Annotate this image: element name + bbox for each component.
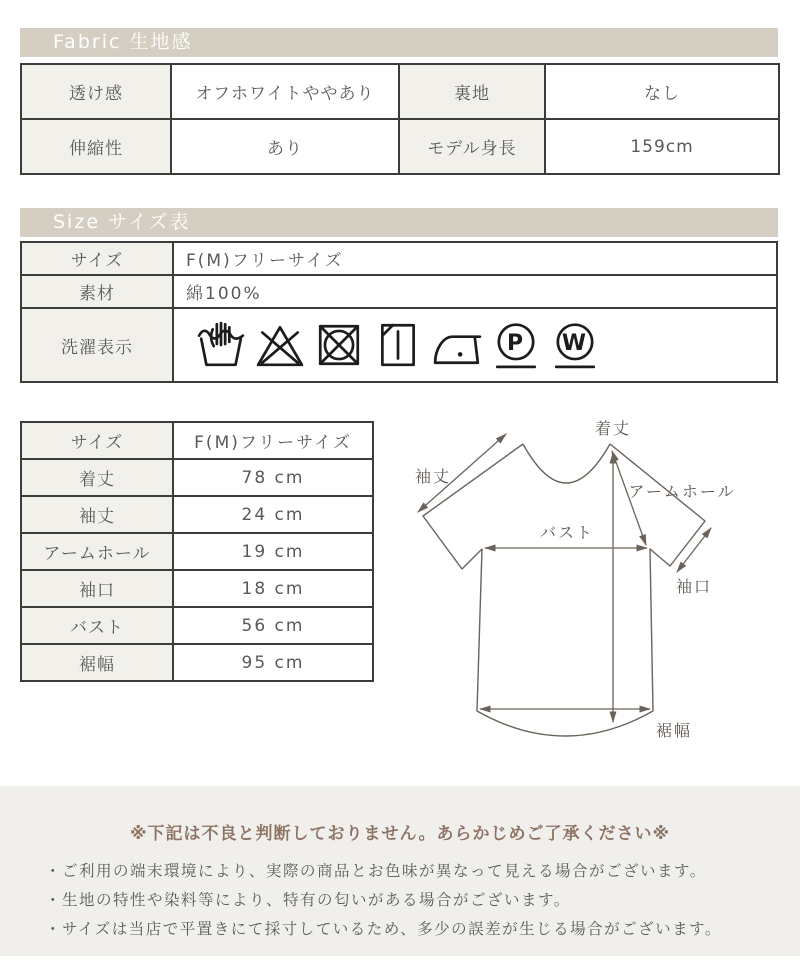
notice-item: ・生地の特性や染料等により、特有の匂いがある場合がございます。 [45, 891, 571, 909]
table-row [21, 533, 373, 570]
measure-label: 袖口 [21, 570, 173, 607]
diagram-label-cuff: 袖口 [675, 577, 713, 596]
notice-box [0, 786, 800, 956]
spec-value: 綿100% [173, 275, 777, 308]
spec-value: オフホワイトややあり [171, 64, 399, 119]
line-dry-in-shade-icon [373, 320, 423, 370]
spec-value: F(M)フリーサイズ [173, 242, 777, 275]
spec-label: 洗濯表示 [21, 308, 173, 382]
measure-label: 袖丈 [21, 496, 173, 533]
notice-item: ・サイズは当店で平置きにて採寸しているため、多少の誤差が生じる場合がございます。 [45, 920, 722, 938]
measure-value: 18 cm [173, 570, 373, 607]
spec-label: 透け感 [21, 64, 171, 119]
notice-item: ・ご利用の端末環境により、実際の商品とお色味が異なって見える場合がございます。 [45, 862, 707, 880]
table-row [21, 242, 777, 275]
measure-value: 78 cm [173, 459, 373, 496]
diagram-label-bust: バスト [539, 523, 595, 542]
notice-title: ※下記は不良と判断しておりません。あらかじめご了承ください※ [129, 824, 671, 844]
table-row [21, 119, 779, 174]
table-row [21, 644, 373, 681]
measure-label: 裾幅 [21, 644, 173, 681]
measurements-section [20, 421, 778, 766]
content-area [0, 28, 800, 766]
diagram-label-length: 着丈 [594, 419, 632, 438]
diagram-label-armhole: アームホール [628, 482, 736, 501]
spec-label: 素材 [21, 275, 173, 308]
diagram-label-sleeve-length: 袖丈 [414, 467, 452, 486]
do-not-bleach-icon [255, 320, 305, 370]
wet-clean-w-icon [550, 320, 600, 370]
measure-value: 56 cm [173, 607, 373, 644]
table-row [21, 459, 373, 496]
measure-header-label: サイズ [21, 422, 173, 459]
tshirt-measurement-diagram [378, 406, 780, 766]
spec-value: 159cm [545, 119, 779, 174]
size-section-title: Size サイズ表 [53, 211, 191, 233]
fabric-spec-table [20, 63, 780, 175]
measure-label: アームホール [21, 533, 173, 570]
spec-label: サイズ [21, 242, 173, 275]
table-row [21, 570, 373, 607]
measure-value: 95 cm [173, 644, 373, 681]
spec-value: あり [171, 119, 399, 174]
table-row [21, 64, 779, 119]
fabric-section-header [20, 28, 778, 57]
table-row [21, 275, 777, 308]
care-icons-row [186, 310, 776, 380]
measure-value: 24 cm [173, 496, 373, 533]
care-icons-cell [173, 308, 777, 382]
measure-label: 着丈 [21, 459, 173, 496]
iron-low-heat-icon [432, 320, 482, 370]
size-section-header [20, 208, 778, 237]
do-not-tumble-dry-icon [314, 320, 364, 370]
fabric-section-title: Fabric 生地感 [53, 31, 193, 53]
spec-label: 伸縮性 [21, 119, 171, 174]
table-row [21, 607, 373, 644]
diagram-label-hem-width: 裾幅 [655, 721, 693, 740]
table-row [21, 422, 373, 459]
dry-clean-p-icon [491, 320, 541, 370]
spec-value: なし [545, 64, 779, 119]
table-row [21, 496, 373, 533]
svg-text:W: W [561, 331, 589, 357]
measure-header-value: F(M)フリーサイズ [173, 422, 373, 459]
size-info-table [20, 241, 778, 383]
hand-wash-icon [196, 320, 246, 370]
measurements-table [20, 421, 374, 682]
spec-label: モデル身長 [399, 119, 545, 174]
svg-text:P: P [506, 331, 526, 357]
table-row [21, 308, 777, 382]
spec-label: 裏地 [399, 64, 545, 119]
measure-label: バスト [21, 607, 173, 644]
measure-value: 19 cm [173, 533, 373, 570]
